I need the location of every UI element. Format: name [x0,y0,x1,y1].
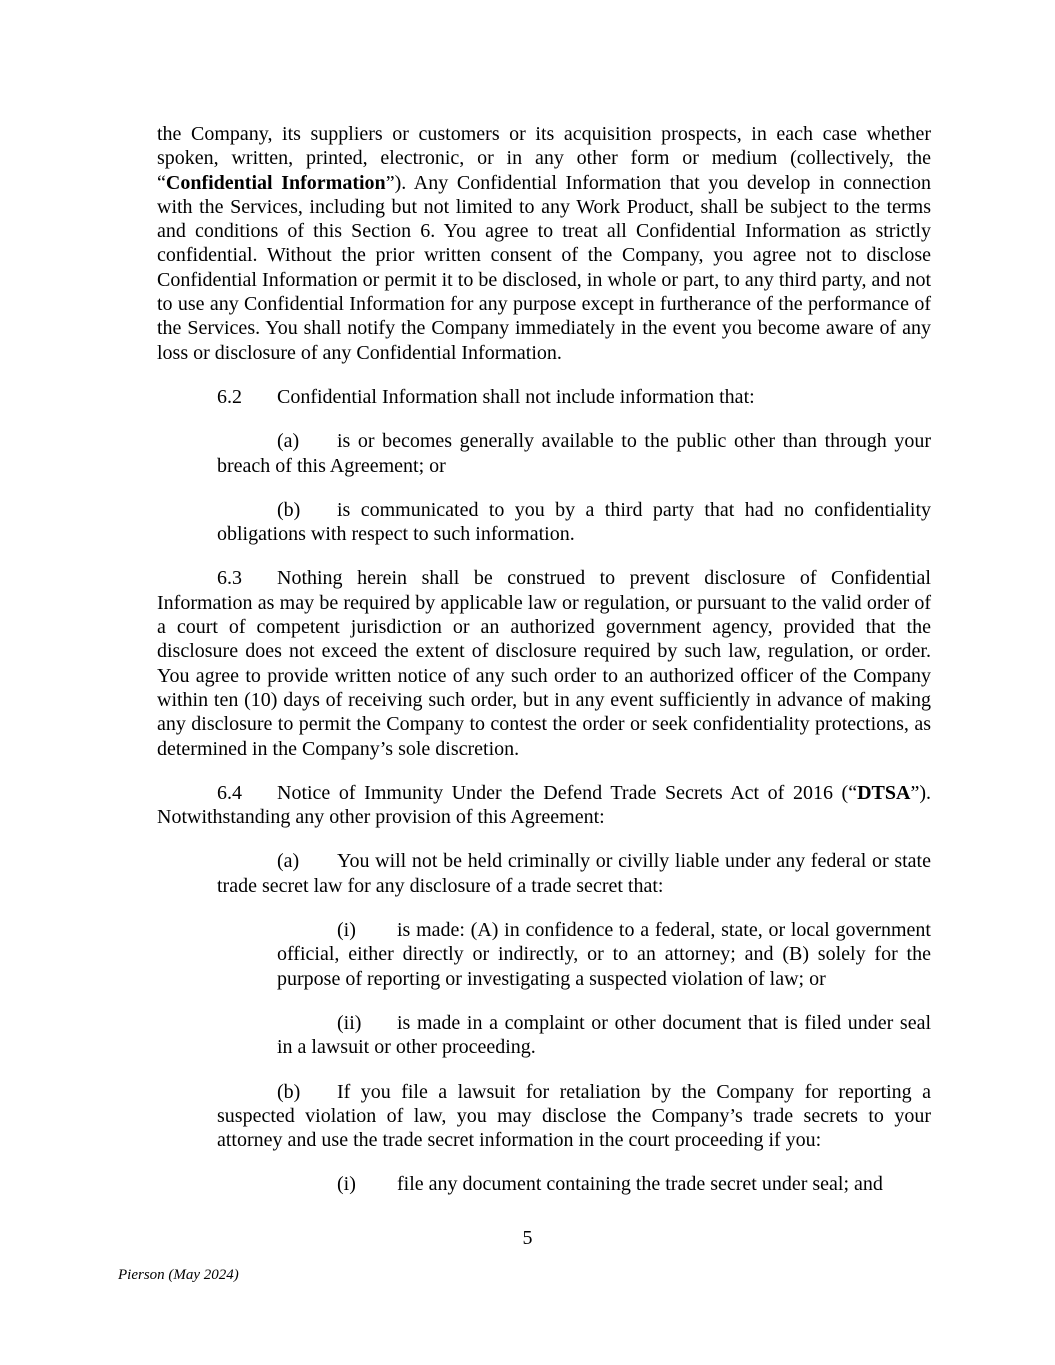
paragraph-label: (ii) [337,1011,362,1034]
paragraph-label: (b) [277,498,301,521]
footer-version-note: Pierson (May 2024) [118,1267,239,1283]
paragraph-ii: (ii) is made in a complaint or other document that is filed under seal in a lawsuit or other proceeding. [277,1011,931,1059]
paragraph-label: (i) [337,919,356,942]
paragraph-label: (a) [277,850,300,873]
paragraph-i: (i) file any document containing the trade secret under seal; and [337,1173,883,1196]
defined-term: Confidential Information [165,171,386,194]
paragraph-a: (a) is or becomes generally available to the public other than through your breach of this Agreement; or [217,430,931,477]
paragraph-b: (b) If you file a lawsuit for retaliation by the Company for reporting a suspected violation of law, you may disclose the Company’s trade secrets to your attorney and use the trade secret information in the court proceeding if you: [217,1080,931,1152]
paragraph-b: (b) is communicated to you by a third party that had no confidentiality obligations with respect to such information. [217,498,931,546]
paragraph-6.3: 6.3 Nothing herein shall be construed to prevent disclosure of Confidential Information as may be required by applicable law or regulation, or pursuant to the valid order of a court of competent jurisdiction or an authorized government agency, provided that the disclosure does not exceed the extent of disclosure required by such law, regulation, or order. You agree to provide written notice of any such order to an authorized officer of the Company within ten (10) days of receiving such order, but in any event sufficiently in advance of making any disclosure to permit the Company to contest the order or seek confidentiality protections, as determined in the Company’s sole discretion. [157,567,931,760]
paragraph-label: 6.3 [217,567,242,590]
paragraph-a: (a) You will not be held criminally or civilly liable under any federal or state trade secret law for any disclosure of a trade secret that: [217,850,931,897]
paragraph-i: (i) is made: (A) in confidence to a federal, state, or local government official, either directly or indirectly, or to an attorney; and (B) solely for the purpose of reporting or investigating a suspected violation of law; or [277,919,931,990]
paragraph-6.2: 6.2 Confidential Information shall not include information that: [217,385,755,408]
paragraph: the Company, its suppliers or customers or its acquisition prospects, in each case whether spoken, written, printed, electronic, or in any other form or medium (collectively, the “Confidential Information”). Any Confidential Information that you develop in connection with the Services, including but not limited to any Work Product, shall be subject to the terms and conditions of this Section 6. You agree to treat all Confidential Information as strictly confidential. Without the prior written consent of the Company, you agree not to disclose Confidential Information or permit it to be disclosed, in whole or part, to any third party, and not to use any Confidential Information for any purpose except in furtherance of the performance of the Services. You shall notify the Company immediately in the event you become aware of any loss or disclosure of any Confidential Information. [157,123,931,364]
page-number: 5 [522,1227,533,1249]
paragraph-label: 6.2 [217,385,242,408]
defined-term: DTSA [857,781,911,804]
document-body [157,122,931,1197]
paragraph-6.4: 6.4 Notice of Immunity Under the Defend Trade Secrets Act of 2016 (“DTSA”). Notwithstanding any other provision of this Agreement: [157,781,931,829]
paragraph-label: 6.4 [217,781,242,804]
paragraph-label: (i) [337,1173,356,1196]
paragraph-label: (a) [277,430,300,453]
paragraph-label: (b) [277,1080,301,1103]
